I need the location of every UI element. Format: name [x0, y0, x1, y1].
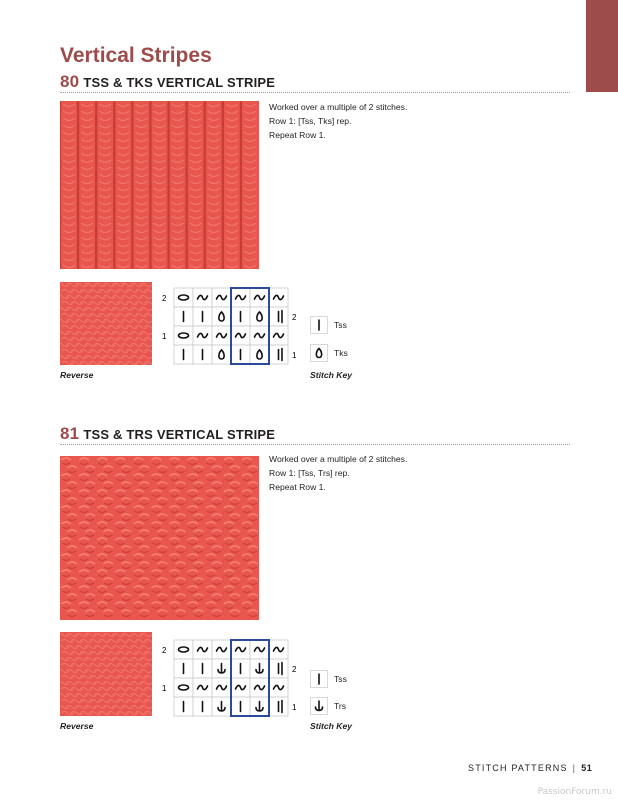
section-tab — [586, 0, 618, 92]
swatch-photo — [60, 456, 259, 620]
dotted-divider — [60, 444, 570, 445]
stitch-key-caption: Stitch Key — [310, 721, 353, 731]
row-number-label: 1 — [162, 684, 167, 693]
stitch-key-entry — [310, 670, 347, 688]
reverse-swatch-photo — [60, 282, 152, 365]
row-number-label: 1 — [292, 351, 297, 360]
tks-symbol-icon — [310, 344, 328, 362]
key-label: Trs — [334, 701, 347, 711]
page-title: Vertical Stripes — [60, 44, 212, 67]
stitch-key-entry — [310, 316, 347, 334]
section-name: STITCH PATTERNS — [468, 763, 568, 773]
row-number-label: 2 — [292, 313, 297, 322]
tss-symbol-icon — [310, 316, 328, 334]
page-number: 51 — [581, 763, 593, 773]
row-number-label: 1 — [292, 703, 297, 712]
key-label: Tss — [334, 674, 347, 684]
reverse-swatch-photo — [60, 632, 152, 716]
reverse-caption: Reverse — [60, 721, 94, 731]
pattern-instructions — [269, 100, 407, 142]
instruction-line: Repeat Row 1. — [269, 482, 326, 492]
pattern-name: TSS & TRS VERTICAL STRIPE — [83, 427, 276, 442]
dotted-divider — [60, 92, 570, 93]
pattern-number: 81 — [60, 424, 80, 443]
pattern-heading — [60, 72, 275, 92]
pattern-instructions — [269, 452, 407, 494]
stitch-chart — [162, 640, 302, 720]
footer-separator: | — [572, 763, 577, 773]
row-number-label: 1 — [162, 332, 167, 341]
page-footer — [468, 763, 592, 773]
row-number-label: 2 — [162, 646, 167, 655]
tss-symbol-icon — [310, 670, 328, 688]
row-number-label: 2 — [162, 294, 167, 303]
pattern-name: TSS & TKS VERTICAL STRIPE — [83, 75, 276, 90]
stitch-key-caption: Stitch Key — [310, 370, 353, 380]
row-number-label: 2 — [292, 665, 297, 674]
instruction-line: Worked over a multiple of 2 stitches. — [269, 454, 408, 464]
instruction-line: Row 1: [Tss, Trs] rep. — [269, 468, 350, 478]
pattern-heading — [60, 424, 275, 444]
watermark: PassionForum.ru — [537, 787, 612, 797]
instruction-line: Row 1: [Tss, Tks] rep. — [269, 116, 352, 126]
stitch-chart — [162, 288, 302, 368]
stitch-key-entry — [310, 697, 346, 715]
key-label: Tss — [334, 320, 347, 330]
pattern-number: 80 — [60, 72, 80, 91]
instruction-line: Repeat Row 1. — [269, 130, 326, 140]
key-label: Tks — [334, 348, 348, 358]
trs-symbol-icon — [310, 697, 328, 715]
swatch-photo — [60, 101, 259, 269]
stitch-key-entry — [310, 344, 348, 362]
instruction-line: Worked over a multiple of 2 stitches. — [269, 102, 408, 112]
reverse-caption: Reverse — [60, 370, 94, 380]
